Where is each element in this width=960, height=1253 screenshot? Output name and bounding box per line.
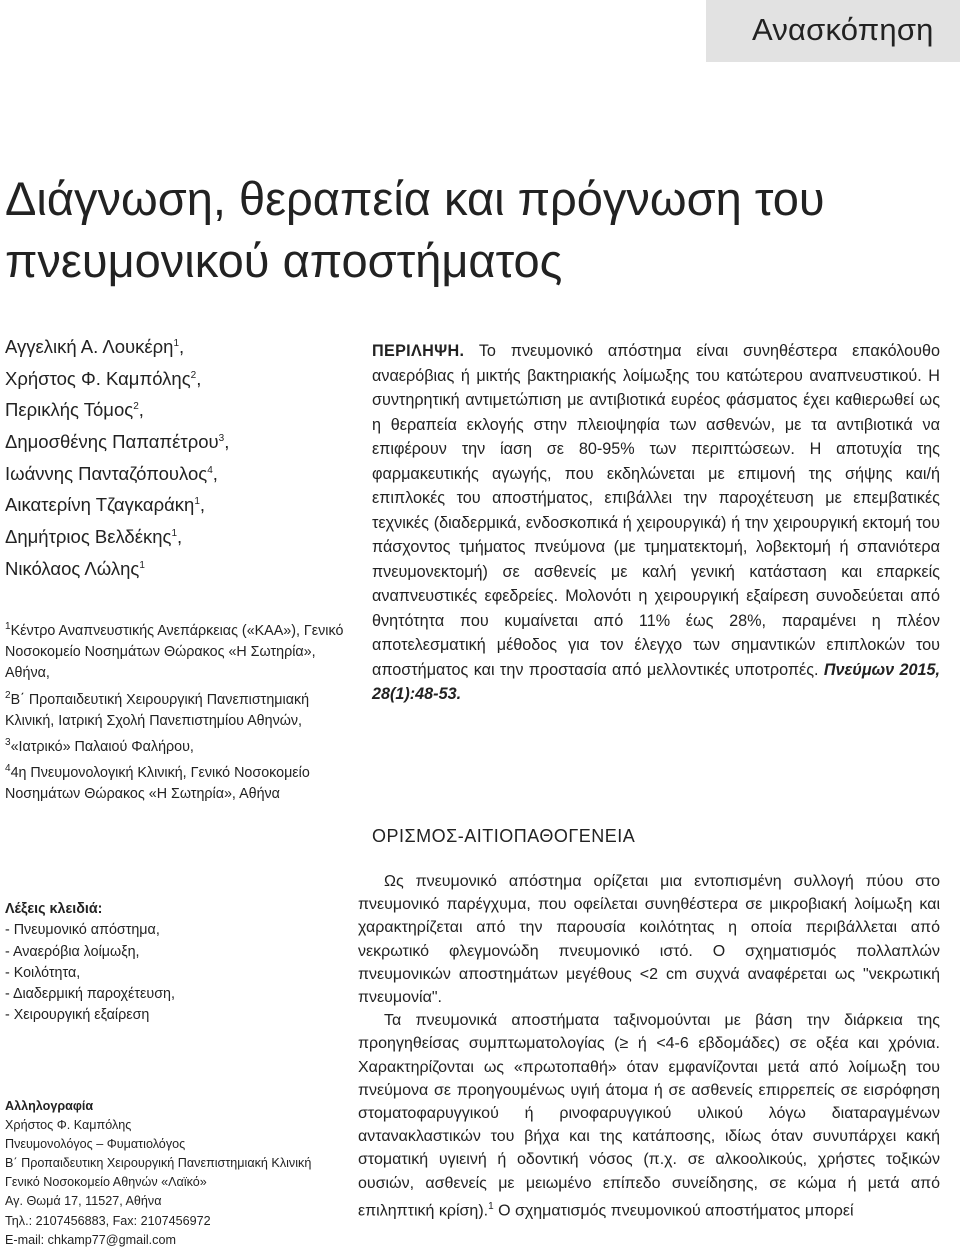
affiliations xyxy=(5,616,345,805)
keyword-item: - Χειρουργική εξαίρεση xyxy=(5,1007,150,1024)
abstract-citation: Πνεύμων 2015, 28(1):48-53. xyxy=(372,660,941,703)
abstract-lead: ΠΕΡΙΛΗΨΗ. xyxy=(372,342,465,360)
correspondence-line: Χρήστος Φ. Καμπόλης xyxy=(5,1118,132,1133)
keyword-item: - Αναερόβια λοίμωξη, xyxy=(5,943,140,960)
affiliation: $^4$4η Πνευμονολογική Κλινική, Γενικό Νοσοκομείο Νοσημάτων Θώρακος «Η Σωτηρία», Αθήνα xyxy=(5,763,310,803)
keywords xyxy=(5,899,335,1027)
section-label: Ανασκόπηση xyxy=(752,12,934,47)
keyword-item: - Κοιλότητα, xyxy=(5,964,81,981)
author: Νικόλαος Λώλης$^1$ xyxy=(5,557,145,579)
correspondence-email: E-mail: chkamp77@gmail.com xyxy=(5,1232,176,1247)
author: Αικατερίνη Τζαγκαράκη$^1$, xyxy=(5,494,206,516)
correspondence-line: Β΄ Προπαιδευτικη Χειρουργική Πανεπιστημιακή Κλινική xyxy=(5,1156,312,1171)
author: Αγγελική Α. Λουκέρη$^1$, xyxy=(5,336,185,358)
abstract xyxy=(372,339,940,707)
section-heading: ΟΡΙΣΜΟΣ-ΑΙΤΙΟΠΑΘΟΓΕΝΕΙΑ xyxy=(372,826,636,846)
affiliation: $^1$Κέντρο Αναπνευστικής Ανεπάρκειας («ΚΑΑ»), Γενικό Νοσοκομείο Νοσημάτων Θώρακος «Η Σωτηρία», Αθήνα, xyxy=(5,621,344,682)
author: Χρήστος Φ. Καμπόλης$^2$, xyxy=(5,367,202,389)
correspondence-line: Πνευμονολόγος – Φυματιολόγος xyxy=(5,1137,186,1152)
paragraph: Τα πνευμονικά αποστήματα ταξινομούνται με βάση την διάρκεια της προηγηθείσας συμπτωματολογίας (≥ ή <4-6 εβδομάδες) σε οξέα και χρόνια. Χαρακτηρίζονται ως «πρωτοπαθή» όταν εμφανίζονται μετά από λοίμωξη του πνεύμονα σε προηγουμένως υγιή άτομα ή σε ασθενείς επιρρεπείς σε εισρόφηση στοματοφαρυγγικού ή ρινοφαρυγγικού υλικού λόγω διαταραγμένων αντανακλαστικών του βήχα και της κατάποσης, ιδίως όταν συνυπάρχει κακή στοματική υγιεινή ή οδοντική νόσος (π.χ. σε αλκοολικούς, χρήστες τοξικών ουσιών, ασθενείς με μειωμένο επίπεδο συνείδησης, σε κώμα ή μετά από επιληπτική κρίση).$^1$ Ο σχηματισμός πνευμονικού αποστήματος μπορεί xyxy=(358,1012,940,1220)
correspondence xyxy=(5,1097,345,1250)
paragraph: Ως πνευμονικό απόστημα ορίζεται μια εντοπισμένη συλλογή πύου στο πνευμονικό παρέγχυμα, που οφείλεται συνηθέστερα σε μικροβιακή λοίμωξη και χαρακτηρίζεται από την παρουσία κοιλότητας η οποία περιβάλλεται από νεκρωτικό φλεγμονώδη πνευμονικό ιστό. Ο σχηματισμός πολλαπλών πνευμονικών αποστημάτων μεγέθους <2 cm συχνά αναφέρεται ως "νεκρωτική πνευμονία". xyxy=(358,873,940,1007)
author: Δημήτριος Βελδέκης$^1$, xyxy=(5,526,183,548)
affiliation: $^3$«Ιατρικό» Παλαιού Φαλήρου, xyxy=(5,737,194,755)
keyword-item: - Διαδερμική παροχέτευση, xyxy=(5,986,175,1003)
author-list xyxy=(5,330,335,583)
correspondence-line: Τηλ.: 2107456883, Fax: 2107456972 xyxy=(5,1213,211,1228)
article-title: Διάγνωση, θεραπεία και πρόγνωση του πνευμονικού αποστήματος xyxy=(5,172,825,287)
keyword-item: - Πνευμονικό απόστημα, xyxy=(5,922,160,939)
correspondence-line: Αγ. Θωμά 17, 11527, Αθήνα xyxy=(5,1194,162,1209)
author: Περικλής Τόμος$^2$, xyxy=(5,399,144,421)
abstract-text: Το πνευμονικό απόστημα είναι συνηθέστερα επακόλουθο αναερόβιας ή μικτής βακτηριακής λοίμωξης του κατώτερου αναπνευστικού. Η συντηρητική αντιμετώπιση με αντιβιοτικά ευρέος φάσματος έχει καθιερωθεί ως η θεραπεία εκλογής στην πλειοψηφία των ασθενών, με τα αντιβιοτικά να επιφέρουν την ίαση σε 80-95% των περιπτώσεων. Η αποτυχία της φαρμακευτικής αγωγής, που εκδηλώνεται με επιμονή της σήψης και/ή επιπλοκές του αποστήματος, επιβάλλει την παροχέτευση με επεμβατικές τεχνικές (διαδερμικά, ενδοσκοπικά ή χειρουργικά) ή την χειρουργική εκτομή του πάσχοντος τμήματος πνεύμονα (με τμηματεκτομή, λοβεκτομή ή σπανιότερα πνευμονεκτομή) σε ασθενείς με καλή γενική κατάσταση και επαρκείς αναπνευστικές εφεδρείες. Μολονότι η χειρουργική εξαίρεση συνοδεύεται από θνητότητα που κυμαίνεται από 11% έως 28%, παραμένει η πλέον αποτελεσματική μέθοδος για τον έλεγχο των σημαντικών επιπλοκών του αποστήματος και την προστασία από μελλοντικές υποτροπές. xyxy=(372,342,940,679)
author: Δημοσθένης Παπαπέτρου$^3$, xyxy=(5,431,230,453)
correspondence-heading: Αλληλογραφία xyxy=(5,1099,94,1113)
correspondence-line: Γενικό Νοσοκομείο Αθηνών «Λαϊκό» xyxy=(5,1175,207,1190)
affiliation: $^2$Β΄ Προπαιδευτική Χειρουργική Πανεπιστημιακή Κλινική, Ιατρική Σχολή Πανεπιστημίου Αθηνών, xyxy=(5,689,310,729)
keywords-heading: Λέξεις κλειδιά: xyxy=(5,901,103,917)
body-text xyxy=(358,870,940,1222)
author: Ιωάννης Πανταζόπουλος$^4$, xyxy=(5,462,218,484)
section-banner xyxy=(706,0,960,62)
